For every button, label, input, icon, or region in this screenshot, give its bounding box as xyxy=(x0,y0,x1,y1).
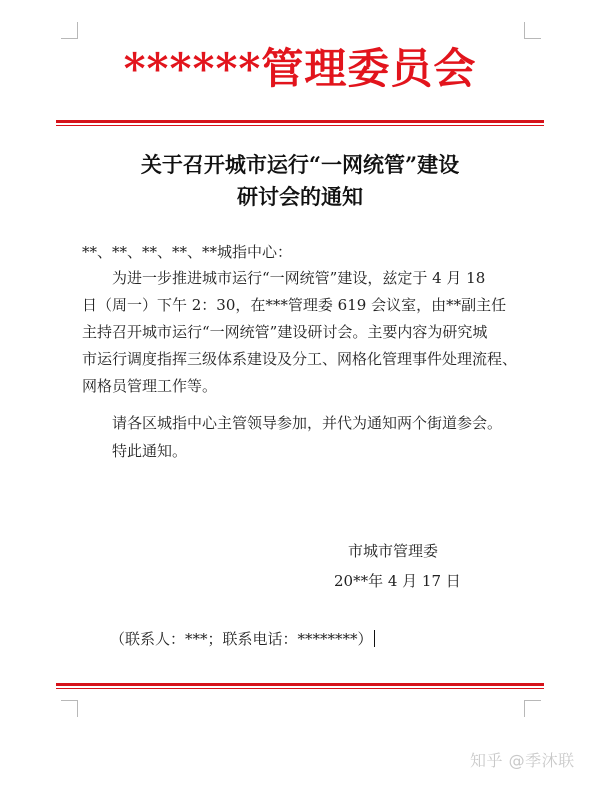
watermark: 知乎 @季沐联 xyxy=(470,751,575,770)
body-paragraph-1 xyxy=(82,265,552,400)
footer-red-rule xyxy=(56,683,544,686)
closing-phrase: 特此通知。 xyxy=(112,442,188,460)
crop-mark-bottom-right xyxy=(524,700,541,717)
signature-date: 20**年 4 月 17 日 xyxy=(334,572,461,590)
addressee: **、**、**、**、**城指中心： xyxy=(82,243,293,261)
text-cursor xyxy=(374,630,375,647)
paragraph-line: 为进一步推进城市运行“一网统管”建设，兹定于 4 月 18 xyxy=(112,269,486,287)
paragraph-line: 网格员管理工作等。 xyxy=(82,377,218,395)
contact-text: （联系人：***；联系电话：********） xyxy=(110,630,373,648)
footer-red-rule-thin xyxy=(56,688,544,689)
body-paragraph-2: 请各区城指中心主管领导参加，并代为通知两个街道参会。 xyxy=(112,414,503,432)
crop-mark-bottom-left xyxy=(61,700,78,717)
organization-header: ******管理委员会 xyxy=(123,44,477,93)
header-red-rule-thin xyxy=(56,125,544,126)
document-title-line-1: 关于召开城市运行“一网统管”建设 xyxy=(140,152,460,177)
signature-organization: 市城市管理委 xyxy=(348,542,439,560)
paragraph-line: 日（周一）下午 2：30，在***管理委 619 会议室，由**副主任 xyxy=(82,296,507,314)
paragraph-line: 市运行调度指挥三级体系建设及分工、网格化管理事件处理流程、 xyxy=(82,350,518,368)
contact-line[interactable] xyxy=(110,628,375,649)
paragraph-line: 主持召开城市运行“一网统管”建设研讨会。主要内容为研究城 xyxy=(82,323,488,341)
header-red-rule xyxy=(56,120,544,123)
document-title-line-2: 研讨会的通知 xyxy=(237,184,363,209)
document-title xyxy=(0,149,600,213)
